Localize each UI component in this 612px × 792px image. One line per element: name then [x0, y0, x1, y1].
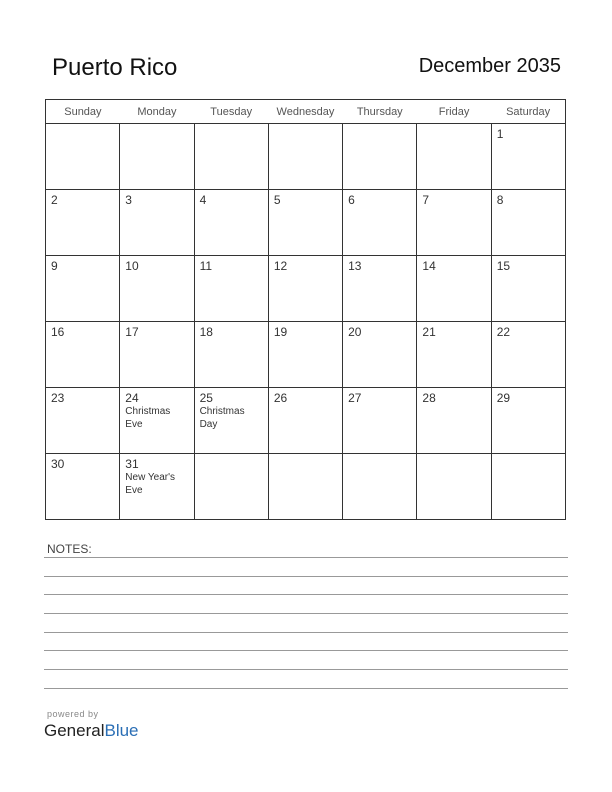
day-cell [120, 124, 194, 190]
day-cell [268, 190, 342, 256]
day-number: 16 [51, 325, 65, 339]
day-number: 30 [51, 457, 65, 471]
day-cell [343, 322, 417, 388]
note-line [44, 594, 568, 595]
day-cell [194, 454, 268, 520]
note-line [44, 632, 568, 633]
day-cell [491, 454, 565, 520]
day-cell [417, 190, 491, 256]
day-cell [120, 256, 194, 322]
day-number: 26 [273, 391, 288, 405]
day-number: 11 [199, 259, 213, 273]
weekday-thursday: Thursday [343, 100, 417, 124]
day-number: 28 [422, 391, 436, 405]
day-cell [194, 388, 268, 454]
powered-by-text: powered by [47, 709, 99, 719]
day-cell [46, 454, 120, 520]
note-line [44, 613, 568, 614]
note-line [44, 576, 568, 577]
day-cell [343, 124, 417, 190]
day-number: 2 [51, 193, 58, 207]
day-cell [268, 322, 342, 388]
notes-label: NOTES: [47, 542, 92, 556]
day-cell [268, 124, 342, 190]
note-line [44, 557, 568, 558]
day-number: 22 [496, 325, 511, 339]
week-row [46, 454, 566, 520]
day-cell [491, 124, 565, 190]
day-cell [46, 322, 120, 388]
calendar-grid [45, 99, 566, 520]
day-cell [491, 256, 565, 322]
note-line [44, 650, 568, 651]
month-title: December 2035 [418, 55, 561, 77]
day-number: 8 [496, 193, 504, 207]
day-number: 21 [422, 325, 436, 339]
day-number: 7 [422, 193, 430, 207]
day-number: 14 [422, 259, 436, 273]
day-cell [268, 388, 342, 454]
weekday-wednesday: Wednesday [268, 100, 342, 124]
day-cell [120, 322, 194, 388]
day-number: 6 [348, 193, 355, 207]
day-number: 24 [125, 391, 139, 405]
day-number: 5 [273, 193, 281, 207]
day-number: 18 [199, 325, 213, 339]
day-cell [343, 454, 417, 520]
day-number: 17 [125, 325, 139, 339]
day-cell [46, 190, 120, 256]
day-cell [194, 322, 268, 388]
day-number: 15 [496, 259, 511, 273]
day-cell [194, 256, 268, 322]
brand-name-general: General [44, 721, 105, 740]
day-number: 27 [348, 391, 362, 405]
day-cell [343, 388, 417, 454]
day-cell [417, 256, 491, 322]
day-cell [268, 454, 342, 520]
day-cell [417, 454, 491, 520]
day-cell [46, 388, 120, 454]
day-number: 13 [348, 259, 362, 273]
week-row [46, 190, 566, 256]
day-number: 10 [125, 259, 139, 273]
country-title: Puerto Rico [52, 54, 178, 81]
week-row [46, 322, 566, 388]
weekday-tuesday: Tuesday [194, 100, 268, 124]
day-cell [46, 124, 120, 190]
day-cell [491, 388, 565, 454]
day-number: 23 [51, 391, 65, 405]
day-number: 4 [199, 193, 207, 207]
day-number: 29 [496, 391, 511, 405]
day-number: 31 [125, 457, 139, 471]
day-number: 3 [125, 193, 132, 207]
holiday-label: New Year's Eve [125, 472, 175, 496]
note-line [44, 688, 568, 689]
weekday-monday: Monday [120, 100, 194, 124]
holiday-label: Christmas Eve [125, 406, 171, 430]
day-cell [417, 322, 491, 388]
day-number: 19 [273, 325, 288, 339]
day-number: 25 [199, 391, 213, 405]
day-cell [194, 124, 268, 190]
brand-name-blue: Blue [104, 721, 139, 740]
day-number: 1 [496, 127, 504, 141]
day-cell [120, 454, 194, 520]
day-cell [120, 388, 194, 454]
day-cell [194, 190, 268, 256]
weekday-header-row [46, 100, 566, 124]
day-cell [417, 388, 491, 454]
day-cell [417, 124, 491, 190]
day-number: 9 [51, 259, 58, 273]
week-row [46, 388, 566, 454]
week-row [46, 256, 566, 322]
week-row [46, 124, 566, 190]
day-number: 12 [273, 259, 288, 273]
day-cell [491, 190, 565, 256]
day-cell [343, 190, 417, 256]
weekday-friday: Friday [417, 100, 491, 124]
day-cell [343, 256, 417, 322]
brand-logo[interactable] [44, 721, 139, 741]
day-cell [120, 190, 194, 256]
holiday-label: Christmas Day [199, 406, 245, 430]
day-cell [268, 256, 342, 322]
day-number: 20 [348, 325, 362, 339]
note-line [44, 669, 568, 670]
day-cell [491, 322, 565, 388]
weekday-sunday: Sunday [46, 100, 120, 124]
day-cell [46, 256, 120, 322]
weekday-saturday: Saturday [491, 100, 565, 124]
